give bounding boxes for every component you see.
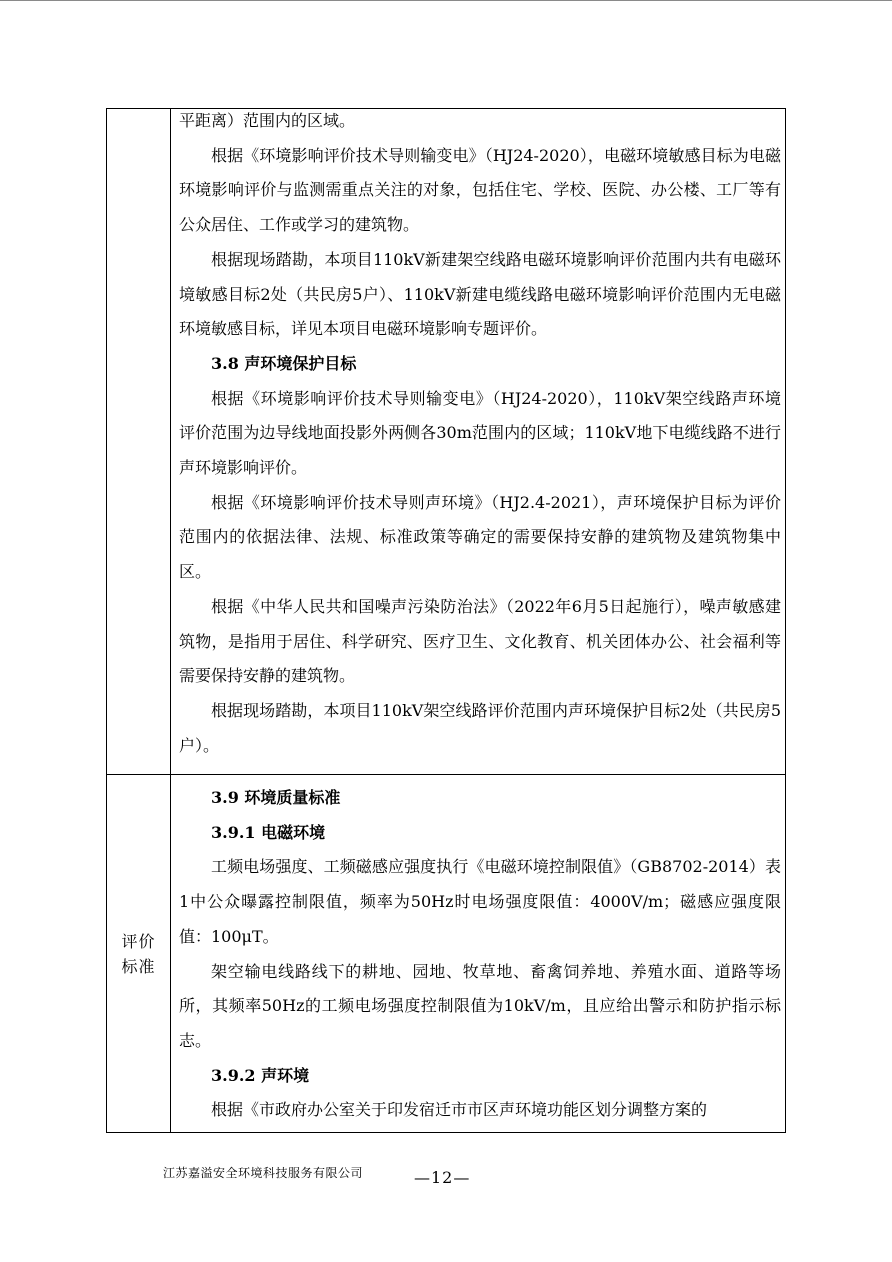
page-top-border: [0, 0, 892, 1]
paragraph-overhead-line-limits: 架空输电线路线下的耕地、园地、牧草地、畜禽饲养地、养殖水面、道路等场所，其频率50Hz的工频电场强度控制限值为10kV/m，且应给出警示和防护指示标志。: [179, 961, 781, 1050]
paragraph-em-sensitive-survey: 根据现场踏勘，本项目110kV新建架空线路电磁环境影响评价范围内共有电磁环境敏感目标2处（共民房5户）、110kV新建电缆线路电磁环境影响评价范围内无电磁环境敏感目标，详见本项目电磁环境影响专题评价。: [179, 249, 781, 339]
table-row-divider: [107, 774, 785, 775]
paragraph-noise-zoning: 根据《市政府办公室关于印发宿迁市市区声环境功能区划分调整方案的: [211, 1100, 708, 1120]
evaluation-standard-cell: [179, 781, 781, 1128]
protection-targets-cell: [179, 104, 781, 763]
paragraph-continuation: 平距离）范围内的区域。: [179, 111, 356, 130]
section-heading-3-8: 3.8 声环境保护目标: [211, 353, 357, 373]
section-heading-3-9-1: 3.9.1 电磁环境: [211, 822, 326, 842]
table-column-divider: [170, 109, 171, 1132]
content-table: [106, 108, 786, 1133]
evaluation-standard-label: 评价标准: [121, 931, 156, 976]
paragraph-em-limits: 工频电场强度、工频磁感应强度执行《电磁环境控制限值》（GB8702-2014）表1中公众曝露控制限值，频率为50Hz时电场强度限值：4000V/m；磁感应强度限值：100μT。: [179, 857, 781, 946]
paragraph-noise-range: 根据《环境影响评价技术导则输变电》（HJ24-2020），110kV架空线路声环境评价范围为边导线地面投影外两侧各30m范围内的区域；110kV地下电缆线路不进行声环境影响评价。: [179, 388, 781, 478]
footer-page-number: —12—: [414, 1168, 471, 1187]
paragraph-noise-target-definition: 根据《环境影响评价技术导则声环境》（HJ2.4-2021），声环境保护目标为评价范围内的依据法律、法规、标准政策等确定的需要保持安静的建筑物及建筑物集中区。: [179, 492, 781, 582]
evaluation-standard-label-cell: [107, 775, 170, 1132]
footer-company-name: 江苏嘉溢安全环境科技服务有限公司: [163, 1166, 364, 1180]
paragraph-noise-law: 根据《中华人民共和国噪声污染防治法》（2022年6月5日起施行），噪声敏感建筑物，是指用于居住、科学研究、医疗卫生、文化教育、机关团体办公、社会福利等需要保持安静的建筑物。: [179, 596, 781, 686]
section-heading-3-9-2: 3.9.2 声环境: [211, 1065, 310, 1085]
section-heading-3-9: 3.9 环境质量标准: [211, 788, 341, 807]
paragraph-noise-survey: 根据现场踏勘，本项目110kV架空线路评价范围内声环境保护目标2处（共民房5户）。: [179, 700, 781, 755]
paragraph-em-sensitive-definition: 根据《环境影响评价技术导则输变电》（HJ24-2020），电磁环境敏感目标为电磁环境影响评价与监测需重点关注的对象，包括住宅、学校、医院、办公楼、工厂等有公众居住、工作或学习的建筑物。: [179, 145, 781, 235]
